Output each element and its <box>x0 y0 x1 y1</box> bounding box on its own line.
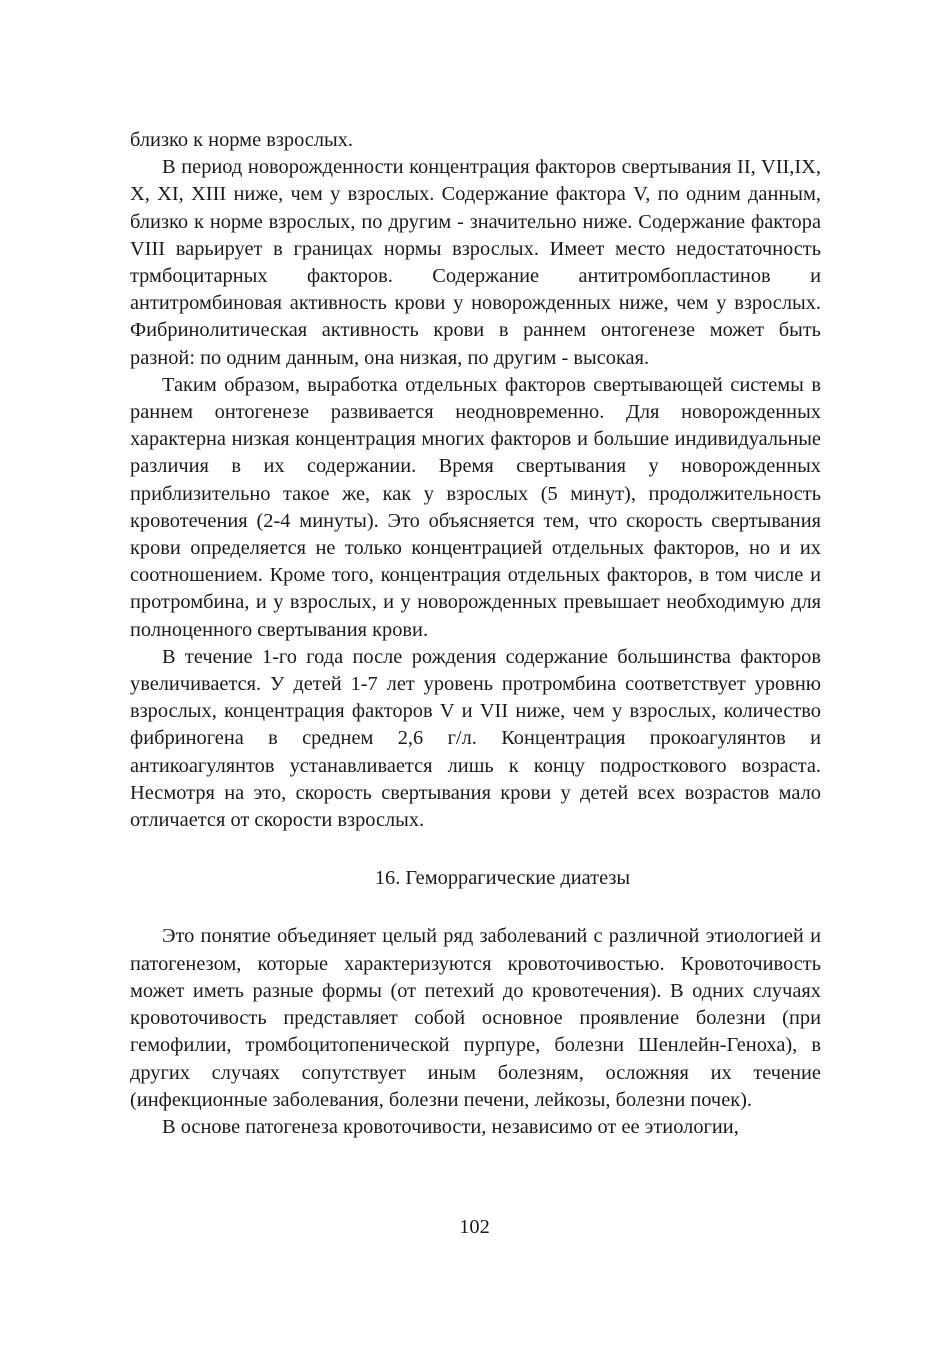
paragraph-neonatal-factors: В период новорожденности концентрация факторов свертывания II, VII,IX, X, XI, XIII ниже, чем у взрослых. Содержание фактора V, по одним данным, близко к норме взрослых, по другим - значительно ниже. Содержание фактора VIII варьирует в границах нормы взрослых. Имеет место недостаточность трмбоцитарных факторов. Содержание антитромбопластинов и антитромбиновая активность крови у новорожденных ниже, чем у взрослых. Фибринолитическая активность крови в раннем онтогенезе может быть разной: по одним данным, она низкая, по другим - высокая. <box>130 156 821 369</box>
section-heading: 16. Геморрагические диатезы <box>374 867 631 890</box>
body-text <box>130 127 821 1141</box>
paragraph-conclusion: Таким образом, выработка отдельных факторов свертывающей системы в раннем онтогенезе развивается неодновременно. Для новорожденных характерна низкая концентрация многих факторов и большие индивидуальные различия в их содержании. Время свертывания у новорожденных приблизительно такое же, как у взрослых (5 минут), продолжительность кровотечения (2-4 минуты). Это объясняется тем, что скорость свертывания крови определяется не только концентрацией отдельных факторов, но и их соотношением. Кроме того, концентрация отдельных факторов, в том числе и протромбина, и у взрослых, и у новорожденных превышает необходимую для полноценного свертывания крови. <box>130 373 821 641</box>
page-number: 102 <box>459 1216 490 1238</box>
paragraph-definition: Это понятие объединяет целый ряд заболеваний с различной этиологией и патогенезом, которые характеризуются кровоточивостью. Кровоточивость может иметь разные формы (от петехий до кровотечения). В одних случаях кровоточивость представляет собой основное проявление болезни (при гемофилии, тромбоцитопенической пурпуре, болезни Шенлейн-Геноха), в других случаях сопутствует иным болезням, осложняя их течение (инфекционные заболевания, болезни печени, лейкозы, болезни почек). <box>130 925 821 1111</box>
paragraph-pathogenesis: В основе патогенеза кровоточивости, независимо от ее этиологии, <box>162 1115 739 1138</box>
paragraph-continuation: близко к норме взрослых. <box>130 129 354 151</box>
paragraph-first-year: В течение 1-го года после рождения содержание большинства факторов увеличивается. У детей 1-7 лет уровень протромбина соответствует уровню взрослых, концентрация факторов V и VII ниже, чем у взрослых, количество фибриногена в среднем 2,6 г/л. Концентрация прокоагулянтов и антикоагулянтов устанавливается лишь к концу подросткового возраста. Несмотря на это, скорость свертывания крови у детей всех возрастов мало отличается от скорости взрослых. <box>130 645 821 832</box>
